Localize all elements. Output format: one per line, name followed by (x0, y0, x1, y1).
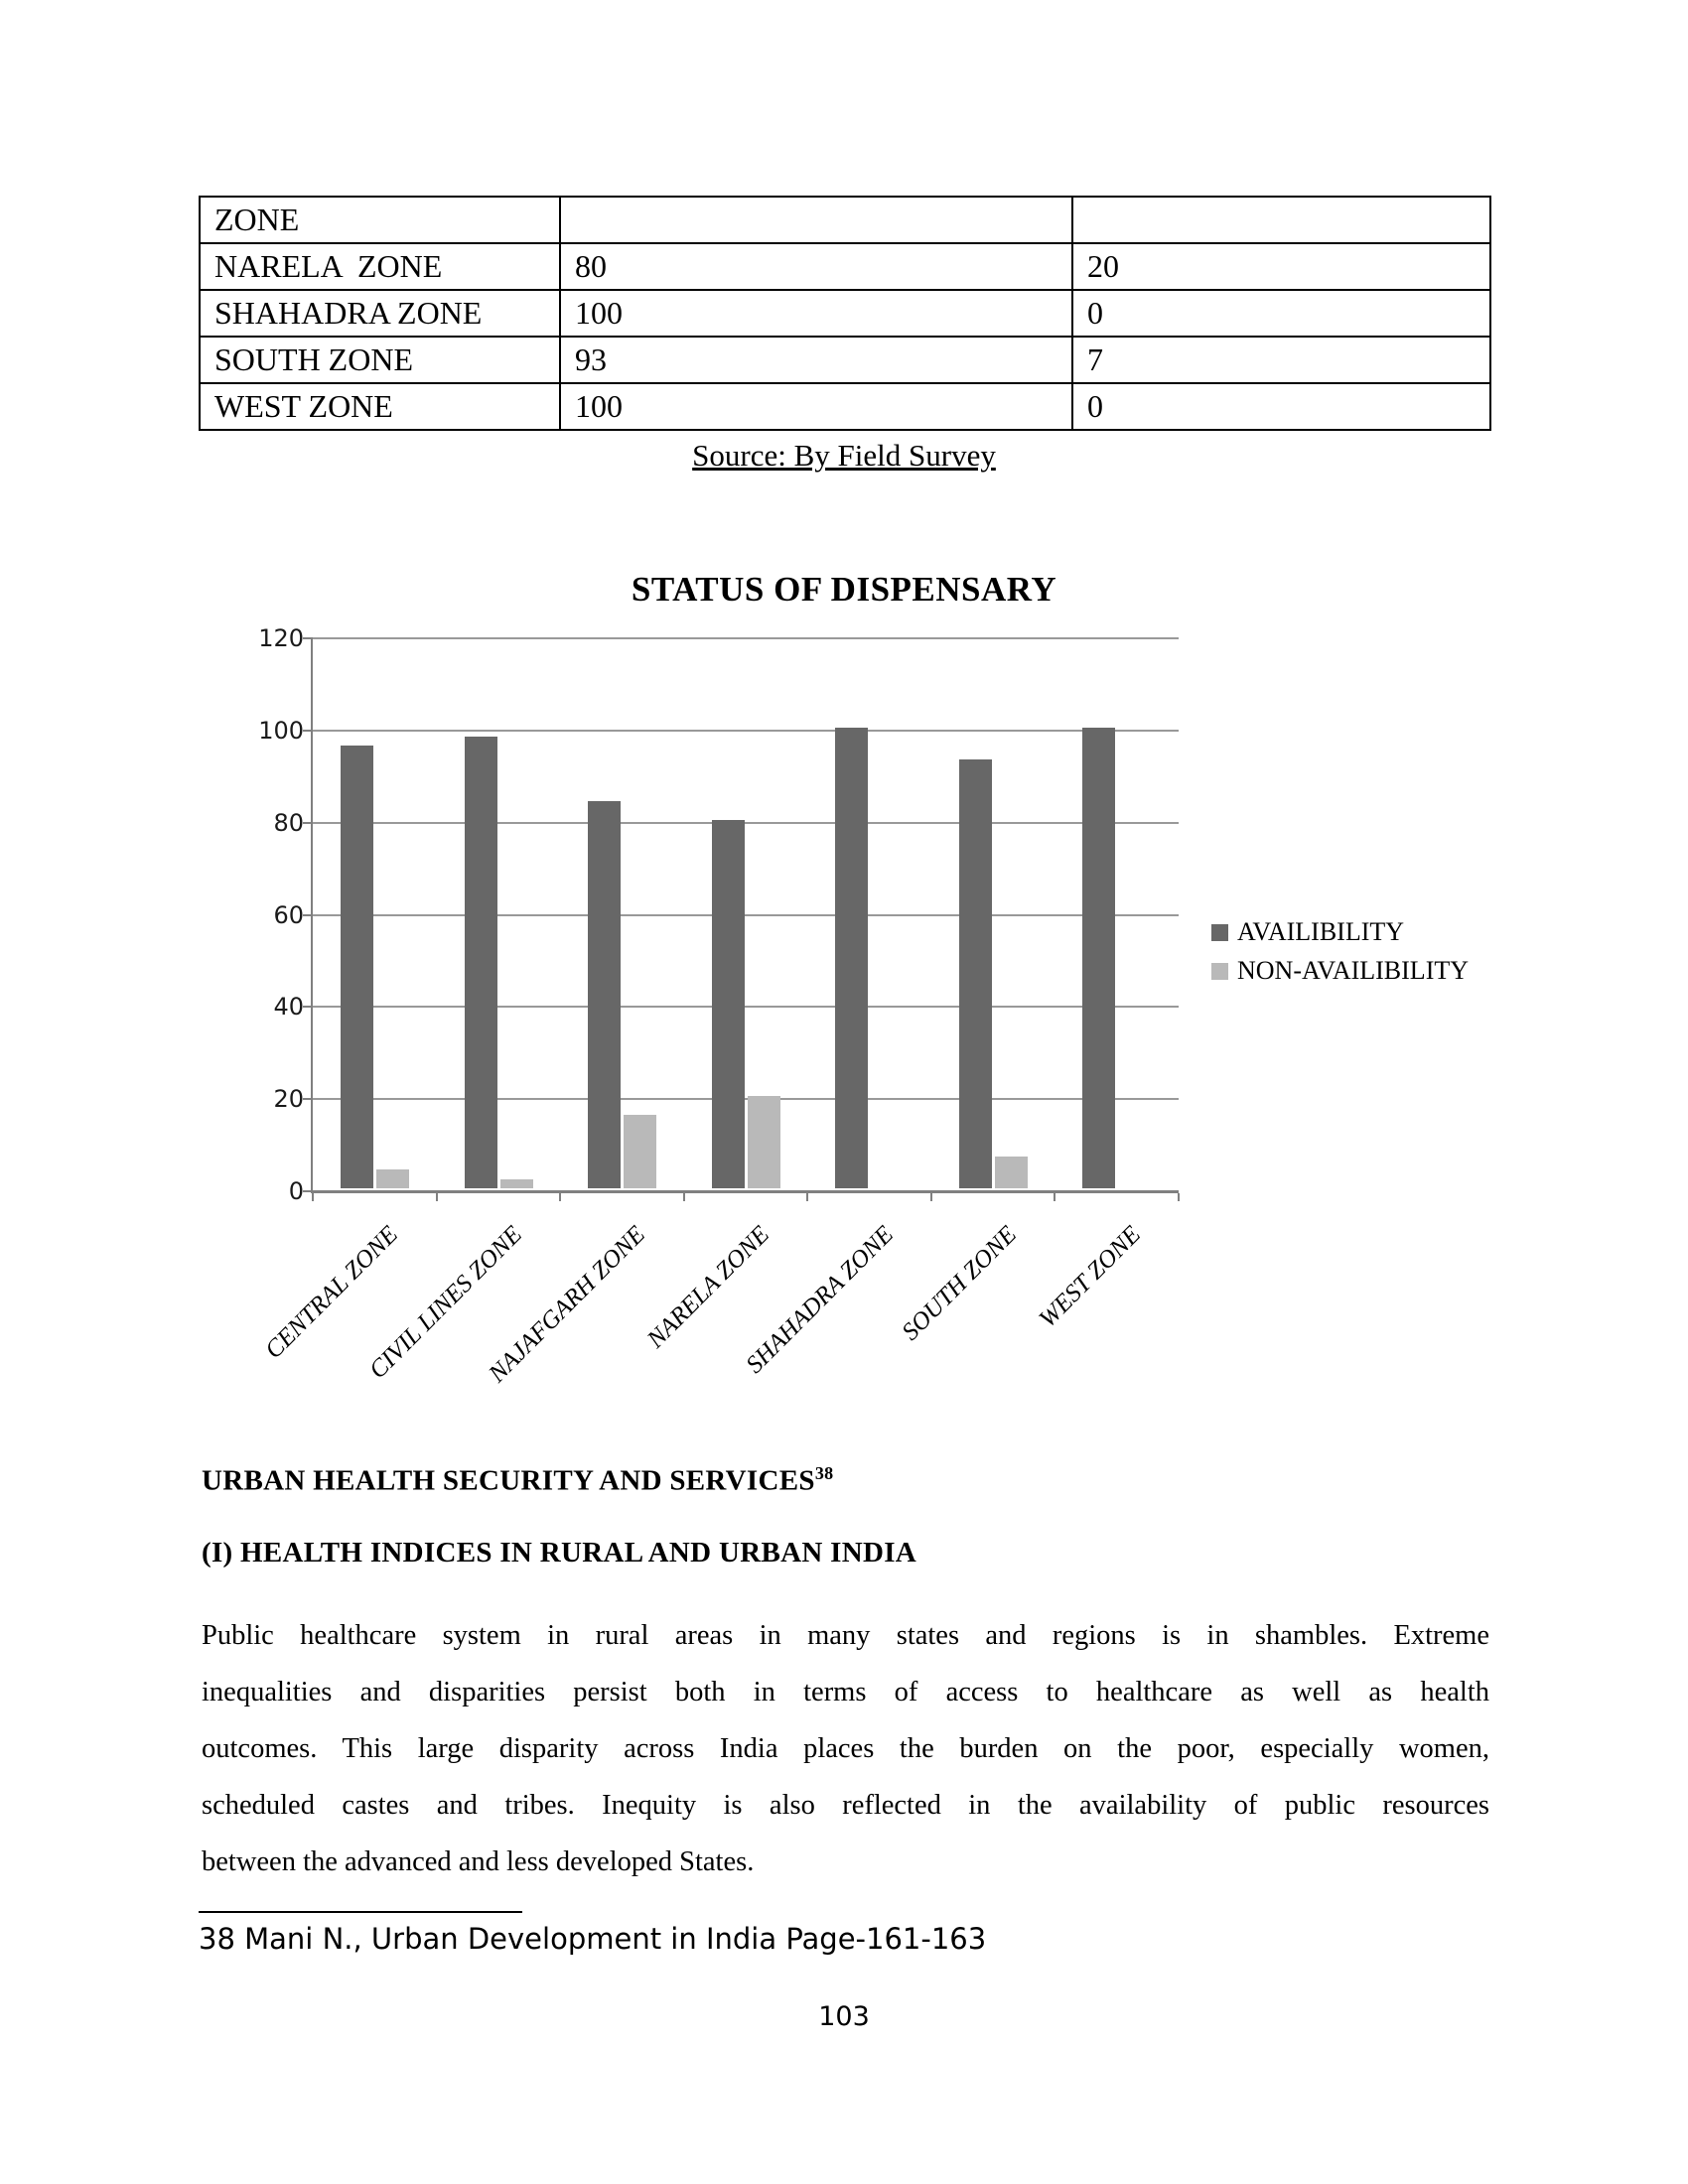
x-axis-tick (1054, 1193, 1055, 1201)
y-axis-label: 120 (258, 624, 304, 652)
non-availability-cell: 0 (1072, 290, 1490, 337)
bar-availability (835, 728, 868, 1188)
legend-marker (1211, 924, 1228, 941)
legend-marker (1211, 963, 1228, 980)
source-note: Source: By Field Survey (692, 438, 996, 473)
body-paragraph (202, 1607, 1489, 1890)
x-axis-tick (1178, 1193, 1180, 1201)
x-axis-label: NARELA ZONE (641, 1221, 775, 1354)
y-axis-label: 40 (273, 993, 304, 1022)
paragraph-line: outcomes. This large disparity across India places the burden on the poor, especially women, (202, 1733, 1489, 1764)
paragraph-line: Public healthcare system in rural areas in many states and regions is in shambles. Extreme (202, 1620, 1489, 1651)
y-axis-line (311, 638, 313, 1193)
zone-cell: SHAHADRA ZONE (200, 290, 560, 337)
non-availability-cell: 20 (1072, 243, 1490, 290)
chart-legend (1211, 917, 1469, 995)
availability-cell: 100 (560, 383, 1072, 430)
table-header-non-availability (1072, 197, 1490, 243)
bar-non-availability (624, 1115, 656, 1188)
bar-availability (1082, 728, 1115, 1188)
section-heading-text: URBAN HEALTH SECURITY AND SERVICES (202, 1464, 815, 1497)
y-axis-label: 0 (288, 1177, 304, 1205)
legend-label: NON-AVAILIBILITY (1237, 956, 1470, 985)
non-availability-cell: 7 (1072, 337, 1490, 383)
legend-item (1211, 956, 1469, 986)
x-axis-line (313, 1190, 1179, 1193)
footnote-text: 38 Mani N., Urban Development in India Page-161-163 (199, 1922, 987, 1956)
x-axis-label: WEST ZONE (1034, 1221, 1146, 1333)
non-availability-cell: 0 (1072, 383, 1490, 430)
bar-availability (959, 759, 992, 1188)
y-axis-label: 80 (273, 808, 304, 837)
x-axis-tick (806, 1193, 808, 1201)
gridline (313, 730, 1179, 732)
paragraph-line: between the advanced and less developed States. (202, 1846, 755, 1877)
bar-availability (588, 801, 621, 1188)
paragraph-line: scheduled castes and tribes. Inequity is also reflected in the availability of public resources (202, 1790, 1489, 1821)
gridline (313, 637, 1179, 639)
x-axis-tick (312, 1193, 314, 1201)
table-row (200, 383, 1490, 430)
availability-cell: 100 (560, 290, 1072, 337)
x-axis-label: NAJAFGARH ZONE (484, 1221, 651, 1388)
y-axis-label: 100 (258, 716, 304, 745)
table-row (200, 243, 1490, 290)
paragraph-line: inequalities and disparities persist both in terms of access to healthcare as well as health (202, 1677, 1489, 1707)
bar-non-availability (995, 1157, 1028, 1188)
table-header-zone: ZONE (200, 197, 560, 243)
x-axis-tick (683, 1193, 685, 1201)
table-row (200, 337, 1490, 383)
x-axis-label: SHAHADRA ZONE (740, 1221, 899, 1379)
x-axis-tick (436, 1193, 438, 1201)
x-axis-label: CIVIL LINES ZONE (363, 1221, 527, 1385)
bar-non-availability (376, 1169, 409, 1188)
bar-non-availability (500, 1179, 533, 1188)
bar-availability (341, 746, 373, 1188)
table-row (200, 290, 1490, 337)
gridline (313, 822, 1179, 824)
footnote-rule (199, 1911, 522, 1913)
zone-cell: NARELA ZONE (200, 243, 560, 290)
legend-item (1211, 917, 1469, 947)
bar-availability (712, 820, 745, 1188)
gridline (313, 1098, 1179, 1100)
y-axis-label: 20 (273, 1085, 304, 1114)
gridline (313, 1006, 1179, 1008)
table-header-availability (560, 197, 1072, 243)
x-axis-label: CENTRAL ZONE (260, 1221, 404, 1365)
y-axis-label: 60 (273, 900, 304, 929)
x-axis-label: SOUTH ZONE (897, 1221, 1023, 1346)
section-heading (202, 1463, 833, 1498)
legend-label: AVAILIBILITY (1237, 917, 1405, 946)
x-axis-tick (930, 1193, 932, 1201)
chart-title: STATUS OF DISPENSARY (631, 570, 1057, 609)
zone-table (199, 196, 1491, 431)
x-axis-tick (559, 1193, 561, 1201)
availability-cell: 93 (560, 337, 1072, 383)
subsection-heading: (I) HEALTH INDICES IN RURAL AND URBAN INDIA (202, 1537, 917, 1569)
zone-cell: WEST ZONE (200, 383, 560, 430)
gridline (313, 914, 1179, 916)
bar-availability (465, 737, 497, 1188)
zone-cell: SOUTH ZONE (200, 337, 560, 383)
page-number: 103 (818, 2001, 870, 2032)
availability-cell: 80 (560, 243, 1072, 290)
table-header-row (200, 197, 1490, 243)
footnote-reference: 38 (814, 1463, 834, 1483)
bar-non-availability (748, 1096, 780, 1188)
